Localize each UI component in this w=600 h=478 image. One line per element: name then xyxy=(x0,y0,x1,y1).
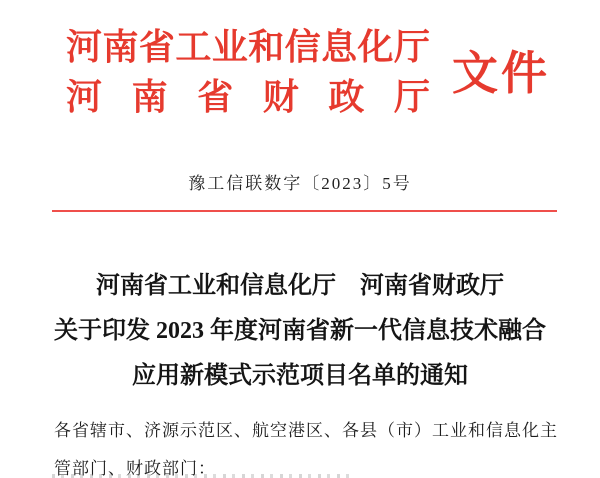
title-line-3: 应用新模式示范项目名单的通知 xyxy=(132,363,468,389)
document-number: 豫工信联数字〔2023〕5号 xyxy=(188,174,412,193)
document-title xyxy=(0,264,600,399)
title-line-2: 关于印发 2023 年度河南省新一代信息技术融合 xyxy=(54,318,546,344)
cropped-text-remnant xyxy=(52,474,352,478)
salutation-line-2: 管部门、财政部门： xyxy=(54,459,216,478)
salutation xyxy=(54,412,556,478)
agency-name-primary: 河南省工业和信息化厅 xyxy=(66,27,430,67)
red-divider-line xyxy=(52,210,557,212)
salutation-line-1: 各省辖市、济源示范区、航空港区、各县（市）工业和信息化主 xyxy=(54,421,558,440)
doc-type-label: 文件 xyxy=(452,48,550,99)
title-line-1: 河南省工业和信息化厅 河南省财政厅 xyxy=(96,273,504,299)
agency-name-secondary: 河南省财政厅 xyxy=(66,77,430,117)
